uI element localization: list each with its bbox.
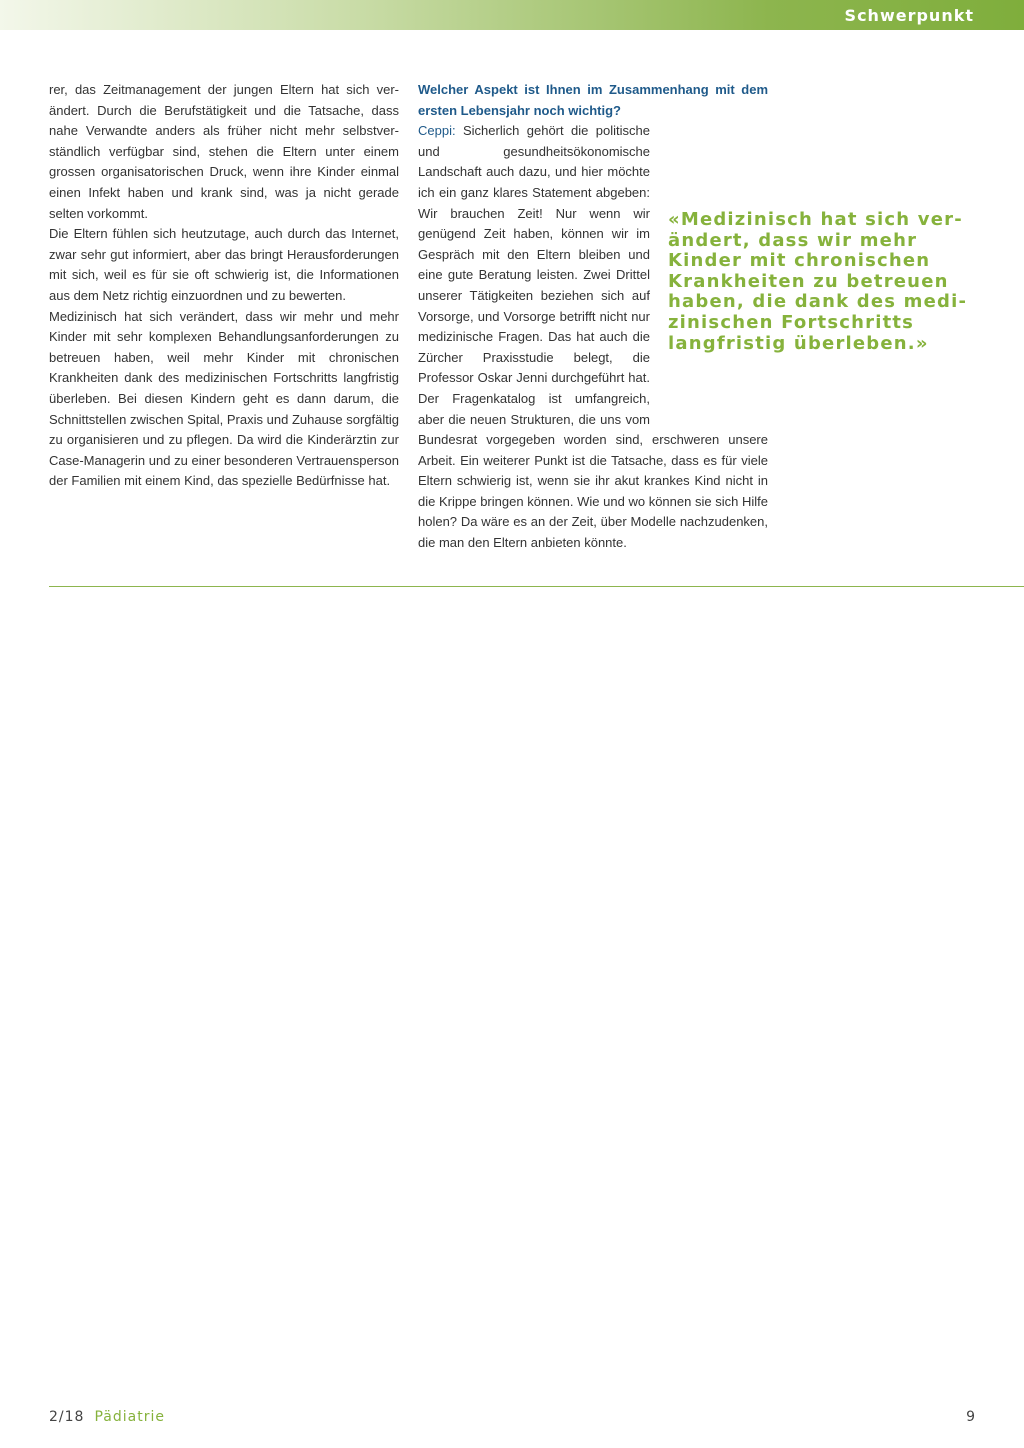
issue-number: 2/18 [49, 1409, 85, 1425]
footer [49, 1409, 165, 1425]
paragraph: Die Eltern fühlen sich heutzutage, auch durch das Internet, zwar sehr gut informiert, aber das bringt Herausforderungen mit sich, weil es für sie oft schwierig ist, die Informationen aus dem Netz richtig einzuordnen und zu bewerten. [49, 226, 399, 303]
left-column [49, 80, 399, 492]
interview-question: Welcher Aspekt ist Ihnen im Zusammenhang mit dem ersten Lebensjahr noch wichtig? [418, 82, 768, 118]
section-title: Schwerpunkt [844, 6, 974, 25]
speaker-label: Ceppi: [418, 123, 456, 139]
divider-line [49, 586, 1024, 587]
page-number: 9 [966, 1409, 975, 1425]
paragraph: Medizinisch hat sich verändert, dass wir mehr und mehr Kinder mit sehr komplexen Behandlungsanforderungen zu betreuen haben, weil mehr Kinder mit chronischen Krankheiten dank des medizinischen Fortschritts langfristig überleben. Bei diesen Kindern geht es dann darum, die Schnittstellen zwischen Spital, Praxis und Zuhause sorgfältig zu organisieren und zu pflegen. Da wird die Kinderärztin zur Case-Managerin und zu einer besonderen Vertrauensperson der Familien mit einem Kind, das spezielle Bedürfnisse hat. [49, 308, 399, 489]
pull-quote: «Medizinisch hat sich verändert, dass wir mehr Kinder mit chronischen Krankheiten zu betreuen haben, die dank des medizinischen Fortschritts langfristig überleben.» [668, 209, 966, 354]
paragraph: rer, das Zeitmanagement der jungen Eltern hat sich verändert. Durch die Berufstätigkeit und die Tatsache, dass nahe Verwandte anders als früher nicht mehr selbstverständlich verfügbar sind, stehen die Eltern unter einem grossen organisatorischen Druck, wenn ihre Kinder einmal einen Infekt haben und krank sind, was ja nicht gerade selten vorkommt. [49, 82, 399, 221]
answer-text: Sicherlich gehört die politische und gesundheitsökonomische Landschaft auch dazu, und hier möchte ich ein ganz klares Statement abgeben: Wir brauchen Zeit! Nur wenn wir genügend Zeit haben, können wir im Gespräch mit den Eltern bleiben und eine gute Beratung leisten. Zwei Drittel unserer Tätigkeiten beziehen sich auf Vorsorge, und Vorsorge betrifft nicht nur medizinische Fragen. Das hat auch die Zürcher Praxisstudie belegt, die Professor Oskar Jenni durchgeführt hat. Der Fragenkatalog ist umfangreich, aber die neuen Strukturen, die uns vom Bundesrat vorgegeben worden sind, erschweren unsere Arbeit. Ein weiterer Punkt ist die Tatsache, dass es für viele Eltern schwierig ist, wenn sie ihr akut krankes Kind nicht in die Krippe bringen können. Wie und wo können sie sich Hilfe holen? Da wäre es an der Zeit, über Modelle nachzudenken, die man den Eltern anbieten könnte. [418, 123, 768, 551]
magazine-name: Pädiatrie [94, 1409, 165, 1425]
